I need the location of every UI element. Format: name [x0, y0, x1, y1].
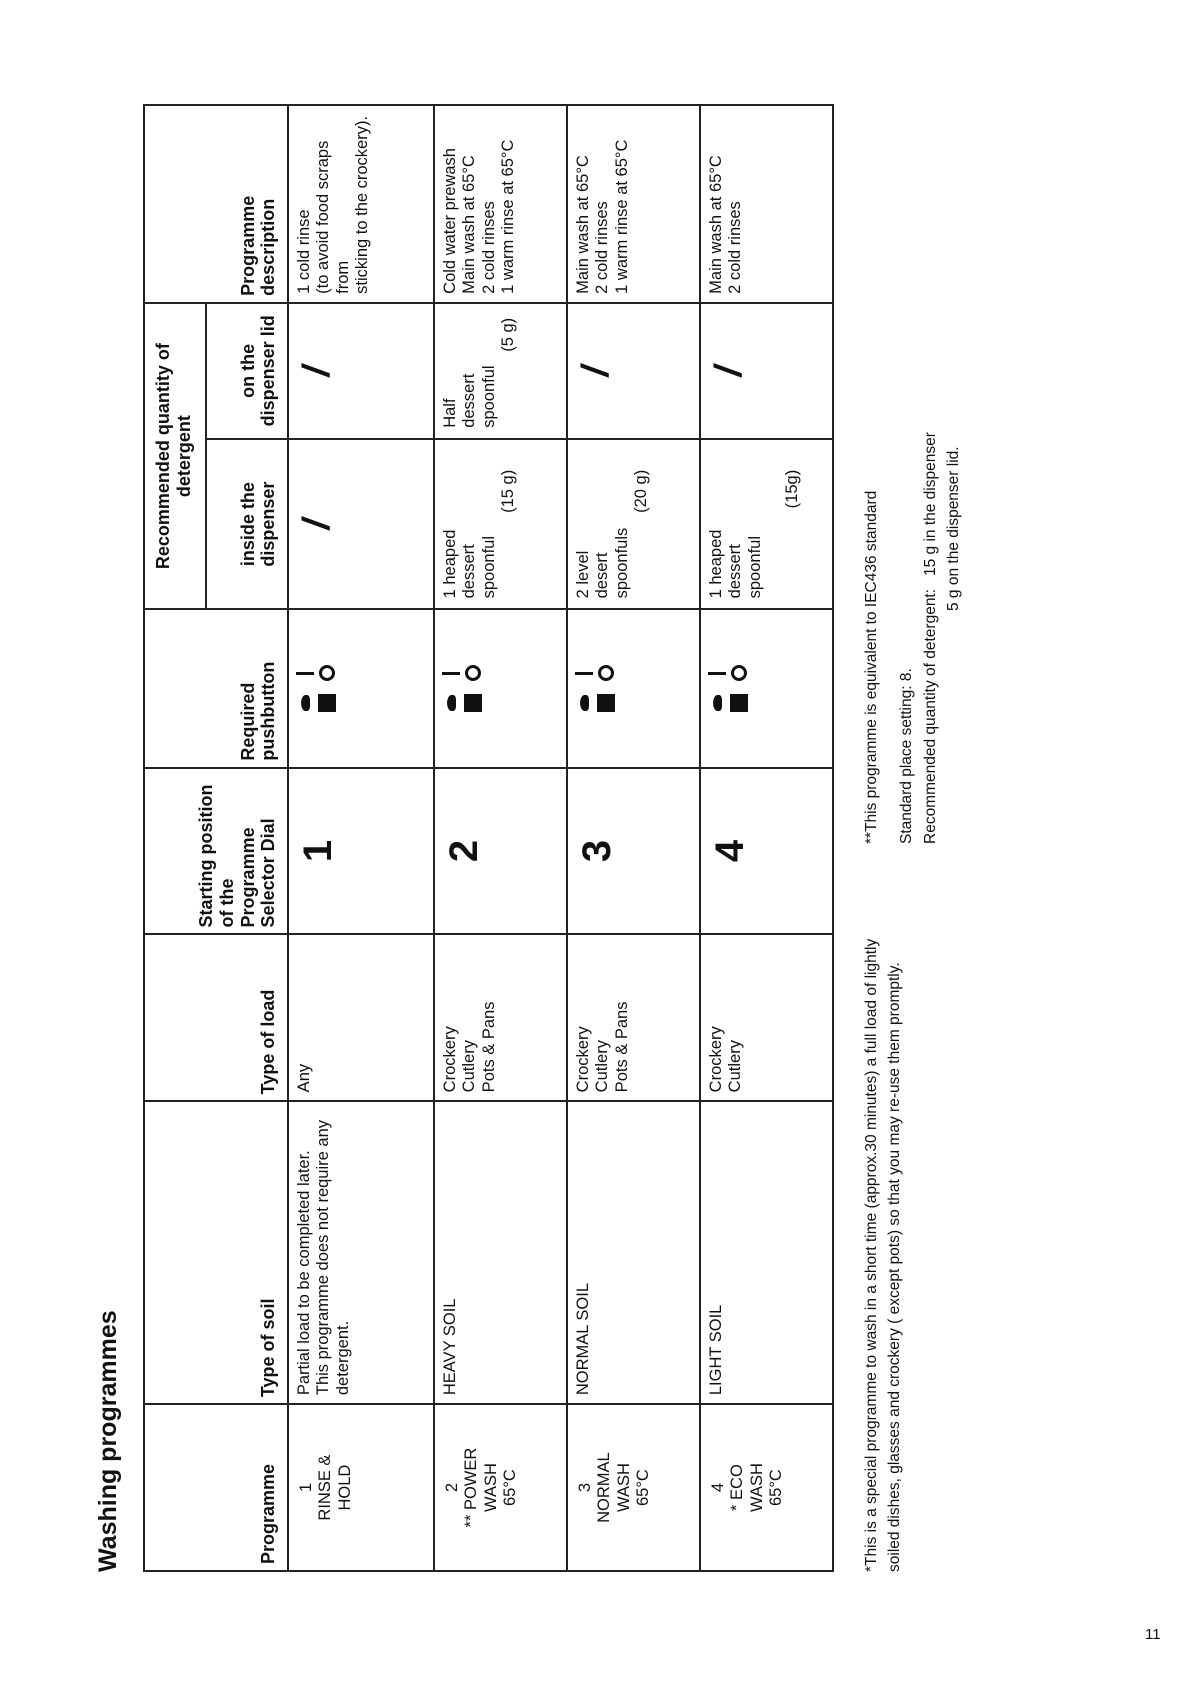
pushbutton-icon	[574, 661, 616, 715]
pushbutton-bar	[575, 672, 593, 675]
inside-line: desert	[593, 552, 612, 599]
side-notes	[860, 124, 965, 844]
soil-line: NORMAL SOIL	[574, 1282, 592, 1396]
soil-line: HEAVY SOIL	[441, 1298, 459, 1396]
soil-line: detergent.	[333, 1320, 352, 1396]
load-cell	[434, 934, 567, 1101]
detergent-line1: 15 g in the dispenser	[921, 432, 939, 577]
programme-name-line	[748, 1413, 767, 1562]
inside-amount: (15 g)	[499, 469, 518, 513]
table-row	[567, 105, 700, 1571]
table-row	[434, 105, 567, 1571]
description-cell	[288, 105, 434, 303]
header-type-of-load: Type of load	[144, 934, 288, 1101]
load-line: Cutlery	[726, 1040, 745, 1093]
page-number: 11	[1145, 1626, 1161, 1643]
programme-cell	[434, 1404, 567, 1571]
header-programme-description: Programme description	[144, 105, 288, 303]
inside-dispenser-cell	[434, 439, 567, 610]
programme-name-line	[767, 1413, 786, 1562]
description-line: Cold water prewash	[441, 148, 459, 294]
dispenser-lid-cell	[288, 303, 434, 439]
dial-position-cell: 1	[288, 768, 434, 935]
soil-line: LIGHT SOIL	[707, 1304, 725, 1396]
page-title: Washing programmes	[94, 1310, 122, 1572]
inside-dispenser-cell	[700, 439, 833, 610]
programme-number: 3	[576, 1482, 594, 1493]
dispenser-lid-cell	[434, 303, 567, 439]
load-line: Crockery	[441, 1026, 459, 1093]
dispenser-lid-cell	[700, 303, 833, 439]
soil-cell	[700, 1101, 833, 1404]
programme-name-text: POWER	[462, 1447, 481, 1511]
programme-cell	[288, 1404, 434, 1571]
load-line: Crockery	[574, 1026, 592, 1093]
none-slash: /	[708, 361, 750, 380]
pushbutton-bar	[708, 672, 726, 675]
dispenser-lid-cell	[567, 303, 700, 439]
programme-name-line	[728, 1413, 747, 1562]
programme-name-text: RINSE &	[316, 1454, 335, 1521]
description-line: 1 cold rinse	[295, 209, 313, 294]
pushbutton-ring	[731, 665, 747, 681]
header-inside-dispenser: inside the dispenser	[206, 439, 288, 610]
programme-name-line	[595, 1413, 614, 1562]
programme-cell	[700, 1404, 833, 1571]
soil-line: This programme does not require any	[314, 1120, 333, 1396]
inside-line: 1 heaped	[707, 529, 725, 599]
programme-name-text: WASH	[747, 1463, 766, 1513]
inside-dispenser-cell	[567, 439, 700, 610]
detergent-note	[919, 124, 942, 844]
soil-cell	[288, 1101, 434, 1404]
eco-footnote-line2: soiled dishes, glasses and crockery ( except pots) so that you may re-use them promptly.	[886, 962, 904, 1572]
dial-position-cell: 3	[567, 768, 700, 935]
programme-name-line	[336, 1413, 355, 1562]
pushbutton-ring	[319, 665, 335, 681]
description-line: 1 warm rinse at 65°C	[499, 139, 518, 294]
description-cell	[567, 105, 700, 303]
description-line: 2 cold rinses	[726, 201, 745, 294]
programme-name-text: 65°C	[501, 1469, 520, 1507]
pushbutton-icon	[295, 661, 337, 715]
lid-amount: (5 g)	[499, 317, 518, 352]
eco-footnote-line1: *This is a special programme to wash in a short time (approx.30 minutes) a full load of lightly	[863, 938, 880, 1572]
description-line: 1 warm rinse at 65°C	[612, 139, 631, 294]
inside-line: dessert	[460, 544, 479, 599]
pushbutton-dot	[301, 695, 310, 711]
pushbutton-pressed	[597, 694, 615, 712]
header-programme: Programme	[144, 1404, 288, 1571]
programme-name-text: HOLD	[335, 1464, 354, 1511]
inside-line: 1 heaped	[441, 529, 459, 599]
inside-line: 2 level	[574, 550, 592, 599]
description-line: 2 cold rinses	[479, 201, 498, 294]
soil-line: Partial load to be completed later.	[295, 1150, 313, 1396]
pushbutton-dot	[713, 695, 722, 711]
inside-amount: (20 g)	[632, 469, 651, 513]
description-line: Main wash at 65°C	[574, 155, 592, 294]
lid-line: dessert	[460, 373, 479, 428]
table-row	[288, 105, 434, 1571]
programme-footnote-mark: *	[728, 1504, 747, 1511]
description-line: 2 cold rinses	[593, 201, 612, 294]
load-line: Cutlery	[593, 1040, 612, 1093]
inside-line: spoonfuls	[612, 527, 631, 599]
load-line: Pots & Pans	[612, 1001, 631, 1093]
table-row	[700, 105, 833, 1571]
programme-name-line	[316, 1413, 335, 1562]
inside-line: spoonful	[479, 535, 498, 599]
programme-name-text: 65°C	[634, 1469, 653, 1507]
programme-name-text: 65°C	[767, 1469, 786, 1507]
none-slash: /	[296, 361, 338, 380]
soil-cell	[567, 1101, 700, 1404]
programme-cell	[567, 1404, 700, 1571]
description-line: Main wash at 65°C	[460, 155, 479, 294]
pushbutton-ring	[598, 665, 614, 681]
header-type-of-soil: Type of soil	[144, 1101, 288, 1404]
pushbutton-icon	[441, 661, 483, 715]
load-line: Crockery	[707, 1026, 725, 1093]
detergent-label: Recommended quantity of detergent:	[921, 588, 939, 844]
programme-footnote-mark: **	[462, 1514, 481, 1528]
pushbutton-cell	[434, 609, 567, 767]
none-slash: /	[296, 515, 338, 534]
dial-position-cell: 2	[434, 768, 567, 935]
pushbutton-pressed	[464, 694, 482, 712]
programme-name-text: WASH	[614, 1463, 633, 1513]
description-cell	[700, 105, 833, 303]
header-recommended-quantity: Recommended quantity of detergent	[144, 303, 206, 610]
description-line: sticking to the crockery).	[353, 115, 372, 294]
lid-line: spoonful	[479, 365, 498, 428]
load-cell	[288, 934, 434, 1101]
pushbutton-ring	[465, 665, 481, 681]
programme-name-text: WASH	[481, 1463, 500, 1513]
programme-name-text: ECO	[728, 1464, 747, 1500]
programme-name-line	[501, 1413, 520, 1562]
load-line: Cutlery	[460, 1040, 479, 1093]
dial-position-cell: 4	[700, 768, 833, 935]
header-starting-position: Starting position of the Programme Selector Dial	[144, 768, 288, 935]
load-line: Pots & Pans	[479, 1001, 498, 1093]
pushbutton-pressed	[730, 694, 748, 712]
footnotes	[860, 872, 907, 1572]
programme-number: 1	[297, 1482, 315, 1493]
pushbutton-cell	[700, 609, 833, 767]
power-footnote: **This programme is equivalent to IEC436 standard	[863, 490, 880, 844]
inside-line: dessert	[726, 544, 745, 599]
description-cell	[434, 105, 567, 303]
load-cell	[567, 934, 700, 1101]
programme-name-line	[462, 1413, 481, 1562]
pushbutton-cell	[567, 609, 700, 767]
pushbutton-cell	[288, 609, 434, 767]
pushbutton-icon	[707, 661, 749, 715]
pushbutton-dot	[447, 695, 456, 711]
programme-name-line	[482, 1413, 501, 1562]
inside-dispenser-cell	[288, 439, 434, 610]
none-slash: /	[575, 361, 617, 380]
lid-line: Half	[441, 398, 459, 428]
inside-line: spoonful	[745, 535, 764, 599]
inside-amount: (15g)	[783, 469, 802, 509]
pushbutton-pressed	[318, 694, 336, 712]
pushbutton-bar	[442, 672, 460, 675]
description-line: (to avoid food scraps from	[314, 140, 352, 294]
programme-number: 2	[443, 1482, 461, 1493]
header-required-pushbutton: Required pushbutton	[144, 609, 288, 767]
description-line: Main wash at 65°C	[707, 155, 725, 294]
pushbutton-dot	[580, 695, 589, 711]
soil-cell	[434, 1101, 567, 1404]
programme-name-line	[615, 1413, 634, 1562]
header-on-dispenser-lid: on the dispenser lid	[206, 303, 288, 439]
programmes-table	[143, 104, 834, 1572]
programme-name-line	[634, 1413, 653, 1562]
programme-name-text: NORMAL	[595, 1452, 614, 1523]
place-setting-note: Standard place setting: 8.	[898, 668, 916, 844]
load-line: Any	[295, 1063, 313, 1093]
programme-number: 4	[709, 1482, 727, 1493]
pushbutton-bar	[296, 672, 314, 675]
load-cell	[700, 934, 833, 1101]
detergent-line2: 5 g on the dispenser lid.	[944, 446, 962, 611]
